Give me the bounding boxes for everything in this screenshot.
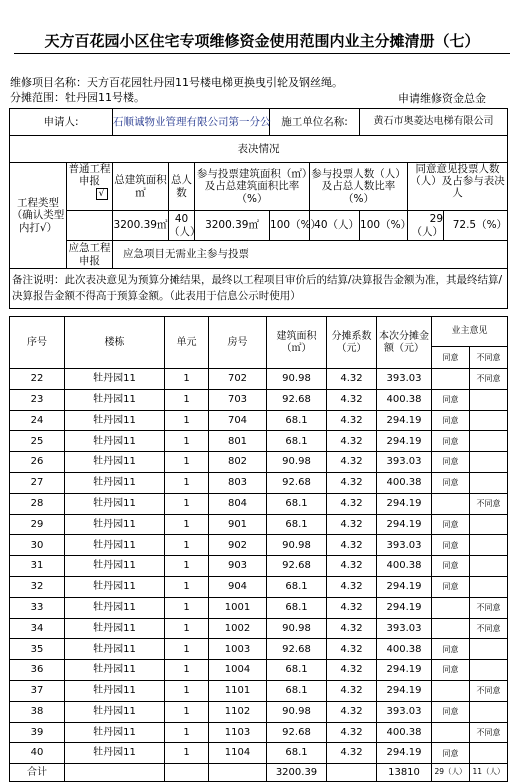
row-amount: 400.38 [377,639,432,660]
col-coef: 分摊系数（元） [327,317,377,369]
row-area: 68.1 [267,431,327,452]
row-room: 1004 [209,660,267,681]
page-title: 天方百花园小区住宅专项维修资金使用范围内业主分摊清册（七） [14,30,510,54]
row-amount: 393.03 [377,701,432,722]
table-row [10,701,508,722]
table-row [10,556,508,577]
row-room: 702 [209,369,267,390]
row-building: 牡丹园11 [65,743,165,764]
row-no: 37 [10,680,65,701]
row-coef: 4.32 [327,452,377,473]
row-unit: 1 [165,618,209,639]
amount-label: 申请维修资金总金 [398,92,486,105]
row-agree [432,369,470,390]
row-room: 902 [209,535,267,556]
row-building: 牡丹园11 [65,410,165,431]
project-label: 维修项目名称： [10,76,87,89]
row-disagree: 不同意 [470,618,508,639]
row-amount: 393.03 [377,535,432,556]
contractor-value: 黄石市奥菱达电梯有限公司 [360,109,508,136]
row-no: 29 [10,514,65,535]
row-building: 牡丹园11 [65,639,165,660]
general-project-spacer [67,211,113,241]
row-disagree [470,431,508,452]
total-disagree: 11（人） [470,764,508,782]
row-area: 90.98 [267,618,327,639]
row-coef: 4.32 [327,680,377,701]
col-area: 建筑面积（㎡） [267,317,327,369]
row-unit: 1 [165,556,209,577]
row-coef: 4.32 [327,722,377,743]
row-agree [432,680,470,701]
row-room: 1104 [209,743,267,764]
row-disagree: 不同意 [470,722,508,743]
table-row [10,369,508,390]
row-room: 1102 [209,701,267,722]
row-no: 27 [10,472,65,493]
row-room: 801 [209,431,267,452]
row-disagree [470,639,508,660]
row-building: 牡丹园11 [65,680,165,701]
row-area: 92.68 [267,639,327,660]
row-room: 901 [209,514,267,535]
table-row [10,452,508,473]
total-area: 3200.39 [267,764,327,782]
row-no: 40 [10,743,65,764]
row-unit: 1 [165,514,209,535]
col-opinion: 业主意见 [432,317,508,347]
emergency-text: 应急项目无需业主参与投票 [113,241,508,269]
col-disagree: 不同意 [470,347,508,369]
project-line [10,74,343,90]
row-amount: 294.19 [377,597,432,618]
row-agree: 同意 [432,389,470,410]
row-unit: 1 [165,743,209,764]
row-no: 24 [10,410,65,431]
row-unit: 1 [165,493,209,514]
row-no: 23 [10,389,65,410]
table-row [10,389,508,410]
row-unit: 1 [165,431,209,452]
row-room: 704 [209,410,267,431]
table-row [10,618,508,639]
row-coef: 4.32 [327,431,377,452]
row-no: 38 [10,701,65,722]
row-disagree [470,535,508,556]
row-disagree: 不同意 [470,493,508,514]
row-area: 68.1 [267,597,327,618]
general-project-checkbox[interactable]: √ [96,188,108,200]
row-coef: 4.32 [327,639,377,660]
row-coef: 4.32 [327,493,377,514]
row-agree: 同意 [432,472,470,493]
row-amount: 294.19 [377,680,432,701]
row-agree: 同意 [432,743,470,764]
row-room: 904 [209,576,267,597]
row-room: 1003 [209,639,267,660]
row-disagree [470,472,508,493]
row-no: 28 [10,493,65,514]
row-amount: 294.19 [377,493,432,514]
row-coef: 4.32 [327,369,377,390]
row-area: 68.1 [267,493,327,514]
row-area: 68.1 [267,410,327,431]
row-agree [432,493,470,514]
row-area: 90.98 [267,701,327,722]
row-area: 92.68 [267,722,327,743]
note-text: 备注说明：此次表决意见为预算分摊结果，最终以工程项目审价后的结算/决算报告金额为准，其最终结算/决算报告金额不得高于预算金额。（此表用于信息公示时使用） [10,269,508,309]
row-amount: 393.03 [377,618,432,639]
project-name: 天方百花园牡丹园11号楼电梯更换曳引轮及钢丝绳。 [87,76,343,89]
col-room: 房号 [209,317,267,369]
row-building: 牡丹园11 [65,556,165,577]
row-amount: 400.38 [377,389,432,410]
row-agree: 同意 [432,701,470,722]
col-unit: 单元 [165,317,209,369]
row-agree: 同意 [432,431,470,452]
table-row [10,743,508,764]
agree-header: 同意意见投票人数（人）及占参与表决人 [408,163,508,211]
total-amount: 13810 [377,764,432,782]
row-no: 33 [10,597,65,618]
row-room: 1103 [209,722,267,743]
row-no: 39 [10,722,65,743]
total-area-header: 总建筑面积㎡ [113,163,169,211]
row-no: 25 [10,431,65,452]
row-coef: 4.32 [327,556,377,577]
table-row [10,576,508,597]
row-area: 90.98 [267,452,327,473]
row-amount: 294.19 [377,410,432,431]
col-amount: 本次分摊金额（元） [377,317,432,369]
table-row [10,639,508,660]
row-area: 68.1 [267,743,327,764]
row-room: 1101 [209,680,267,701]
vote-people-pct: 100（%） [360,211,408,241]
contractor-label: 施工单位名称: [270,109,360,136]
row-building: 牡丹园11 [65,452,165,473]
agree-people-value: 29（人） [408,211,444,241]
row-area: 68.1 [267,514,327,535]
row-unit: 1 [165,722,209,743]
row-agree: 同意 [432,639,470,660]
row-coef: 4.32 [327,514,377,535]
row-agree: 同意 [432,410,470,431]
row-no: 22 [10,369,65,390]
general-project-label: 普通工程申报 √ [67,163,113,211]
row-amount: 294.19 [377,576,432,597]
row-area: 90.98 [267,535,327,556]
row-building: 牡丹园11 [65,369,165,390]
row-coef: 4.32 [327,701,377,722]
row-coef: 4.32 [327,410,377,431]
row-room: 802 [209,452,267,473]
row-building: 牡丹园11 [65,472,165,493]
row-agree: 同意 [432,514,470,535]
row-disagree: 不同意 [470,597,508,618]
row-agree: 同意 [432,535,470,556]
row-unit: 1 [165,389,209,410]
row-room: 1002 [209,618,267,639]
row-area: 68.1 [267,660,327,681]
applicant-value: 石顺诚物业管理有限公司第一分公 [113,109,270,136]
row-room: 804 [209,493,267,514]
row-room: 903 [209,556,267,577]
row-unit: 1 [165,535,209,556]
row-amount: 294.19 [377,514,432,535]
row-building: 牡丹园11 [65,576,165,597]
total-people-header: 总人数 [169,163,195,211]
row-room: 803 [209,472,267,493]
row-amount: 294.19 [377,660,432,681]
table-row [10,722,508,743]
row-no: 31 [10,556,65,577]
table-row [10,410,508,431]
row-amount: 393.03 [377,452,432,473]
row-no: 32 [10,576,65,597]
row-unit: 1 [165,701,209,722]
row-coef: 4.32 [327,597,377,618]
row-disagree [470,514,508,535]
row-area: 92.68 [267,389,327,410]
row-coef: 4.32 [327,576,377,597]
vote-summary-table [9,108,508,309]
row-unit: 1 [165,369,209,390]
row-area: 68.1 [267,576,327,597]
vote-area-value: 3200.39㎡ [195,211,270,241]
vote-people-header: 参与投票人数（人）及占总人数比率（%） [310,163,408,211]
row-unit: 1 [165,472,209,493]
row-no: 30 [10,535,65,556]
row-building: 牡丹园11 [65,722,165,743]
applicant-label: 申请人: [10,109,113,136]
row-disagree: 不同意 [470,369,508,390]
row-no: 26 [10,452,65,473]
row-building: 牡丹园11 [65,389,165,410]
table-row [10,431,508,452]
row-area: 92.68 [267,556,327,577]
agree-pct-value: 72.5（%） [444,211,508,241]
row-coef: 4.32 [327,618,377,639]
total-people-value: 40（人） [169,211,195,241]
row-building: 牡丹园11 [65,431,165,452]
row-unit: 1 [165,597,209,618]
table-row [10,660,508,681]
row-unit: 1 [165,660,209,681]
row-unit: 1 [165,452,209,473]
row-disagree [470,743,508,764]
row-coef: 4.32 [327,535,377,556]
row-building: 牡丹园11 [65,514,165,535]
row-agree: 同意 [432,576,470,597]
row-amount: 393.03 [377,369,432,390]
row-no: 36 [10,660,65,681]
vote-people-value: 40（人） [310,211,360,241]
row-no: 34 [10,618,65,639]
project-type-label: 工程类型（确认类型内打√） [10,163,67,269]
row-room: 703 [209,389,267,410]
col-agree: 同意 [432,347,470,369]
table-row [10,535,508,556]
row-no: 35 [10,639,65,660]
row-coef: 4.32 [327,660,377,681]
col-building: 楼栋 [65,317,165,369]
row-building: 牡丹园11 [65,493,165,514]
row-area: 92.68 [267,472,327,493]
row-amount: 400.38 [377,472,432,493]
row-unit: 1 [165,639,209,660]
total-label: 合计 [10,764,65,782]
row-building: 牡丹园11 [65,597,165,618]
row-agree [432,597,470,618]
total-agree: 29（人） [432,764,470,782]
row-agree [432,618,470,639]
row-disagree [470,389,508,410]
owner-allocation-table [9,316,508,782]
table-row [10,493,508,514]
table-row [10,514,508,535]
row-disagree [470,556,508,577]
row-amount: 294.19 [377,431,432,452]
row-building: 牡丹园11 [65,660,165,681]
row-building: 牡丹园11 [65,535,165,556]
vote-area-header: 参与投票建筑面积（㎡）及占总建筑面积比率（%） [195,163,310,211]
row-amount: 294.19 [377,743,432,764]
row-area: 90.98 [267,369,327,390]
row-room: 1001 [209,597,267,618]
row-amount: 400.38 [377,556,432,577]
row-building: 牡丹园11 [65,618,165,639]
row-coef: 4.32 [327,389,377,410]
row-agree [432,722,470,743]
row-unit: 1 [165,410,209,431]
row-disagree [470,410,508,431]
row-disagree: 不同意 [470,680,508,701]
row-disagree [470,660,508,681]
row-unit: 1 [165,576,209,597]
scope-value: 牡丹园11号楼。 [65,91,145,104]
table-row [10,597,508,618]
row-disagree [470,452,508,473]
col-no: 序号 [10,317,65,369]
scope-line [10,89,145,105]
emergency-label: 应急工程申报 [67,241,113,269]
row-disagree [470,701,508,722]
row-agree: 同意 [432,452,470,473]
vote-area-pct: 100（%） [270,211,310,241]
table-row [10,680,508,701]
row-area: 68.1 [267,680,327,701]
table-row [10,472,508,493]
total-area-value: 3200.39㎡ [113,211,169,241]
scope-label: 分摊范围： [10,91,65,104]
row-disagree [470,576,508,597]
row-unit: 1 [165,680,209,701]
row-agree: 同意 [432,556,470,577]
row-building: 牡丹园11 [65,701,165,722]
vote-section-title: 表决情况 [10,136,508,163]
row-coef: 4.32 [327,472,377,493]
row-amount: 400.38 [377,722,432,743]
row-agree: 同意 [432,660,470,681]
row-coef: 4.32 [327,743,377,764]
